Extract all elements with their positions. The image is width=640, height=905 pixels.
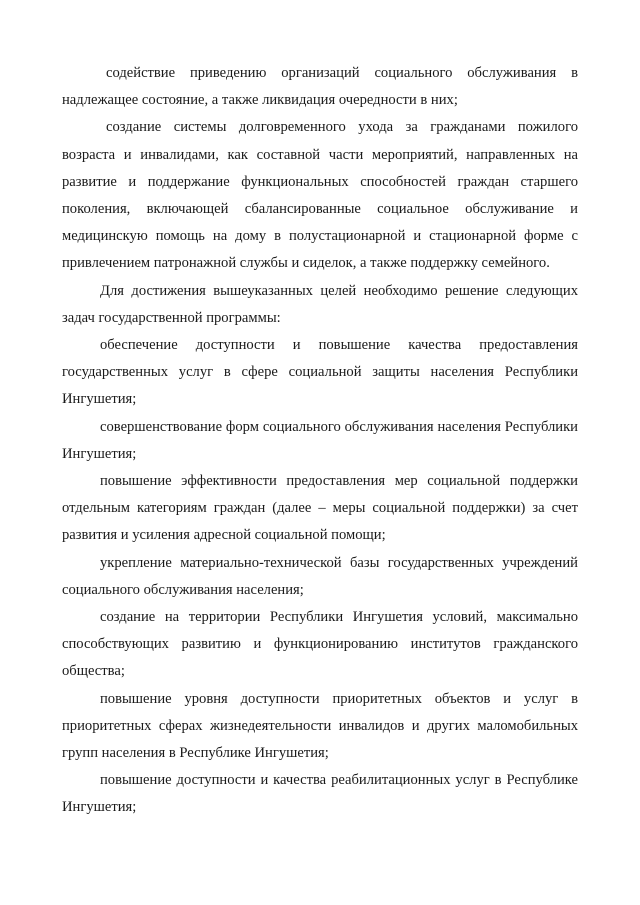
paragraph-10: повышение доступности и качества реабилитационных услуг в Республике Ингушетия; xyxy=(62,772,578,816)
paragraph-9: повышение уровня доступности приоритетных объектов и услуг в приоритетных сферах жизнедеятельности инвалидов и других маломобильных групп населения в Республике Ингушетия; xyxy=(62,690,578,762)
paragraph-7: укрепление материально-технической базы государственных учреждений социального обслуживания населения; xyxy=(62,554,578,598)
paragraph-4: обеспечение доступности и повышение качества предоставления государственных услуг в сфере социальной защиты населения Республики Ингушетия; xyxy=(62,337,578,408)
paragraph-5: совершенствование форм социального обслуживания населения Республики Ингушетия; xyxy=(62,418,578,462)
document-page xyxy=(62,60,578,822)
paragraph-1: содействие приведению организаций социального обслуживания в надлежащее состояние, а также ликвидация очередности в них; xyxy=(62,65,578,109)
paragraph-3: Для достижения вышеуказанных целей необходимо решение следующих задач государственной программы: xyxy=(62,282,578,326)
paragraph-8: создание на территории Республики Ингушетия условий, максимально способствующих развитию и функционированию институтов гражданского общества; xyxy=(62,609,578,680)
paragraph-6: повышение эффективности предоставления мер социальной поддержки отдельным категориям граждан (далее – меры социальной поддержки) за счет развития и усиления адресной социальной помощи; xyxy=(62,473,578,544)
paragraph-2: создание системы долговременного ухода за гражданами пожилого возраста и инвалидами, как составной части мероприятий, направленных на развитие и поддержание функциональных способностей граждан старшего поколения, включающей сбалансированные социальное обслуживание и медицинскую помощь на дому в полустационарной и стационарной форме с привлечением патронажной службы и сиделок, а также поддержку семейного. xyxy=(62,119,578,272)
